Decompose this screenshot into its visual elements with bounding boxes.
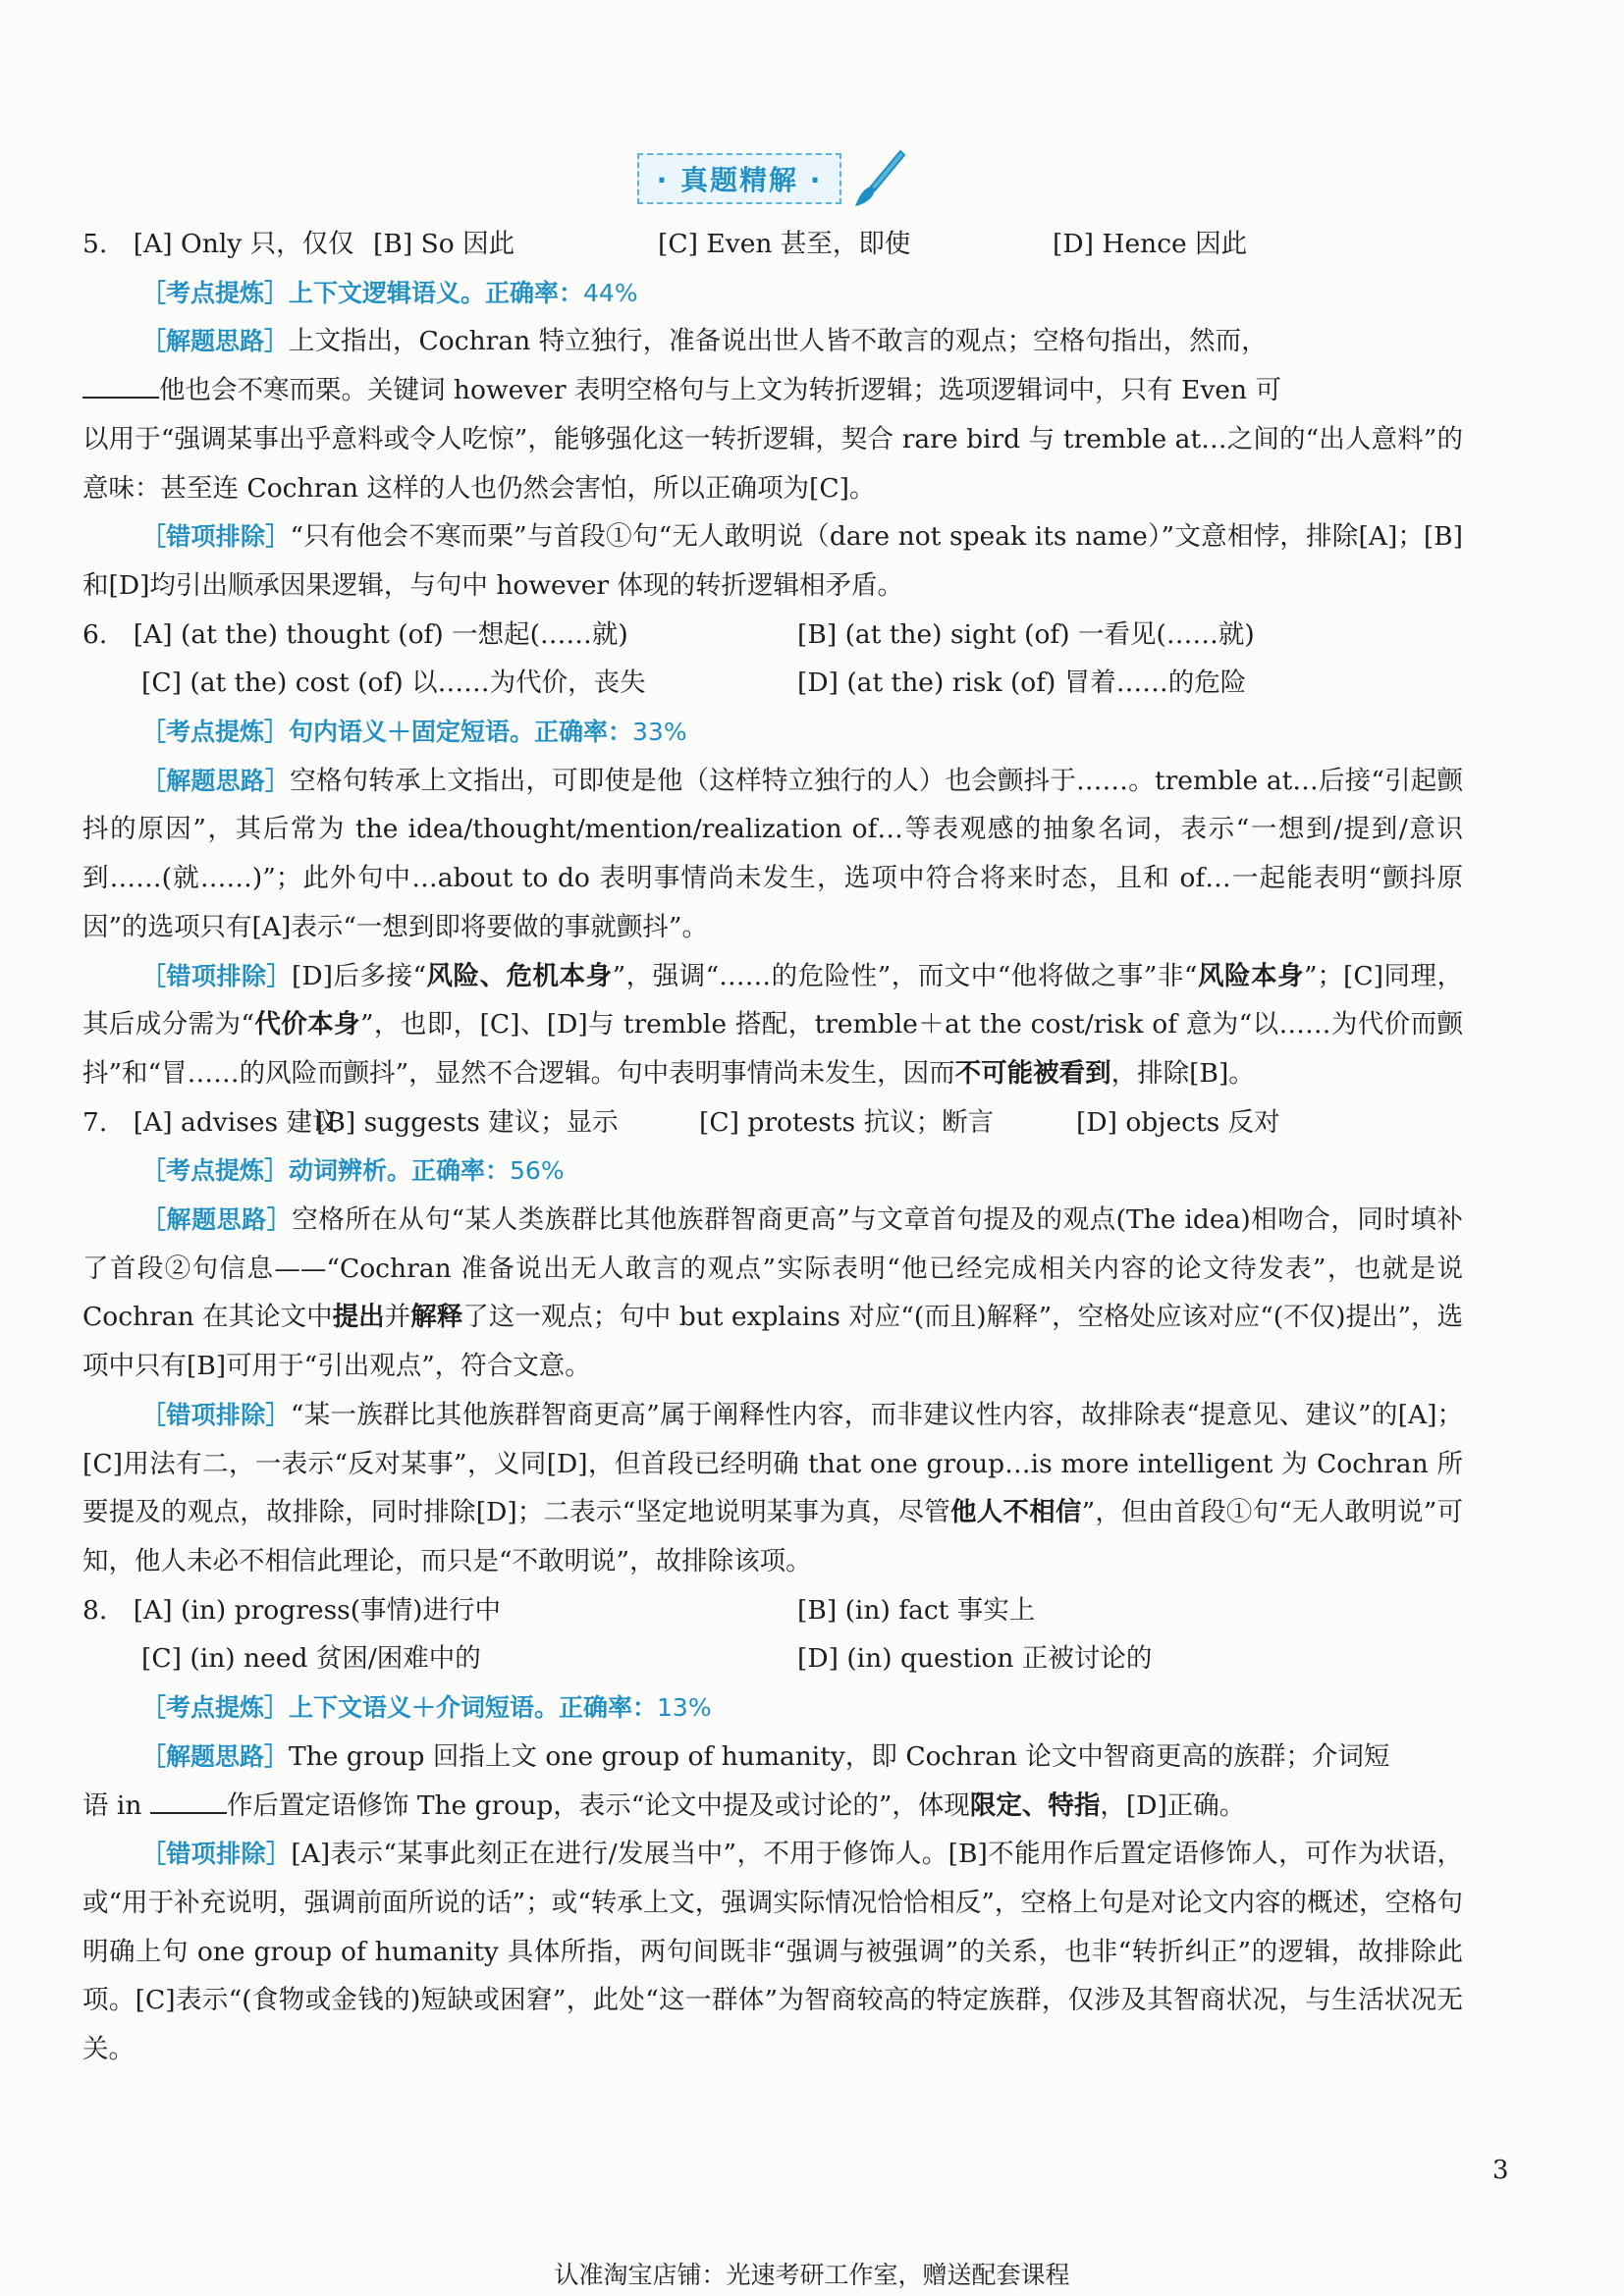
q7-point-label: ［考点提炼］动词辨析。正确率： <box>141 1156 511 1186</box>
answer-content <box>82 220 1463 2074</box>
q5-idea-rest: 以用于“强调某事出乎意料或令人吃惊”，能够强化这一转折逻辑，契合 rare bird 与 tremble at…之间的“出人意料”的意味：甚至连 Cochran 这样的人也仍然会害怕，所以正确项为[C]。 <box>82 423 1463 504</box>
q8-point <box>82 1683 1463 1733</box>
q7-point <box>82 1147 1463 1196</box>
q8-wrong-text: [A]表示“某事此刻正在进行/发展当中”，不用于修饰人。[B]不能用作后置定语修饰人，可作为状语，或“用于补充说明，强调前面所说的话”；或“转承上文，强调实际情况恰恰相反”，空格上句是对论文内容的概述，空格句明确上句 one group of humanity 具体所指，两句间既非“强调与被强调”的关系，也非“转折纠正”的逻辑，故排除此项。[C]表示“(食物或金钱的)短缺或困窘”，此处“这一群体”为智商较高的特定族群，仅涉及其智商状况，与生活状况无关。 <box>82 1839 1463 2065</box>
q7-idea-text-3: 了这一观点；句中 but explains 对应“(而且)解释”，空格处应该对应“(不仅)提出”，选项中只有[B]可用于“引出观点”，符合文意。 <box>82 1302 1464 1382</box>
q8-idea-bold: 限定、特指 <box>969 1789 1101 1821</box>
q8-option-a: 8. [A] (in) progress(事情)进行中 <box>82 1594 501 1626</box>
q8-wrong <box>82 1830 1463 2074</box>
q5-option-d: [D] Hence 因此 <box>1053 229 1248 259</box>
q6-wrong-text-5: ，排除[B]。 <box>1110 1057 1255 1089</box>
q8-option-c: [C] (in) need 贫困/困难中的 <box>141 1643 481 1675</box>
q6-point <box>82 708 1463 757</box>
q5-option-c: [C] Even 甚至，即使 <box>658 229 911 259</box>
q7-idea-label: ［解题思路］ <box>141 1205 293 1235</box>
q7-idea-text-1: 空格所在从句“某人类族群比其他族群智商更高”与文章首句提及的观点(The idea)相吻合，同时填补了首段②句信息——“Cochran 准备说出无人敢言的观点”实际表明“他已经完成相关内容的论文待发表”，也就是说 Cochran 在其论文中 <box>82 1204 1463 1333</box>
q6-wrong-label: ［错项排除］ <box>141 961 293 990</box>
q6-option-b: [B] (at the) sight (of) 一看见(……就) <box>797 618 1255 650</box>
q8-blank <box>150 1789 227 1814</box>
q8-option-b: [B] (in) fact 事实上 <box>797 1594 1036 1626</box>
q6-wrong-text-4: ”，也即，[C]、[D]与 tremble 搭配，tremble＋at the cost/risk of 意为“以……为代价而颤抖”和“冒……的风险而颤抖”，显然不合逻辑。句中表明事情尚未发生，因而 <box>82 1009 1463 1089</box>
q6-option-a: 6. [A] (at the) thought (of) 一想起(……就) <box>82 618 628 650</box>
q5-idea-line1: 上文指出，Cochran 特立独行，准备说出世人皆不敢言的观点；空格句指出，然而， <box>289 326 1268 357</box>
q5-idea-label: ［解题思路］ <box>141 327 290 356</box>
q8-option-d: [D] (in) question 正被讨论的 <box>797 1643 1153 1675</box>
q5-analysis <box>82 317 1463 512</box>
q7-wrong-text-2: ”，但由首段①句“无人敢明说”可知，他人未必不相信此理论，而只是“不敢明说”，故排除该项。 <box>82 1497 1463 1576</box>
q8-idea-label: ［解题思路］ <box>141 1741 290 1771</box>
q6-idea-label: ［解题思路］ <box>141 766 291 795</box>
section-header <box>82 147 1463 210</box>
q6-wrong-text-1: [D]后多接“ <box>292 960 427 991</box>
q8-idea-line2-b: 作后置定语修饰 The group，表示“论文中提及或讨论的”，体现 <box>226 1789 970 1821</box>
q5-wrong-text: “只有他会不寒而栗”与首段①句“无人敢明说（dare not speak its name）”文意相悖，排除[A]；[B]和[D]均引出顺承因果逻辑，与句中 however 体现的转折逻辑相矛盾。 <box>82 521 1463 601</box>
q8-idea-line2-a: 语 in <box>82 1789 150 1821</box>
q7-wrong-text-1: “某一族群比其他族群智商更高”属于阐释性内容，而非建议性内容，故排除表“提意见、建议”的[A]；[C]用法有二，一表示“反对某事”，义同[D]，但首段已经明确 that one group…is more intelligent 为 Cochran 所要提及的观点，故排除，同时排除[D]；二表示“坚定地说明某事为真，尽管 <box>82 1399 1463 1528</box>
q6-idea-text: 空格句转承上文指出，可即使是他（这样特立独行的人）也会颤抖于……。tremble at…后接“引起颤抖的原因”，其后常为 the idea/thought/mention/realization of…等表观感的抽象名词，表示“一想到/提到/意识到……(就……)”；此外句中…about to do 表明事情尚未发生，选项中符合将来时态，且和 of…一起能表明“颤抖原因”的选项只有[A]表示“一想到即将要做的事就颤抖”。 <box>82 765 1463 942</box>
q5-point <box>82 269 1463 318</box>
q7-idea-text-2: 并 <box>384 1302 411 1333</box>
q7-wrong-bold-1: 他人不相信 <box>949 1497 1082 1528</box>
footer-note: 认准淘宝店铺：光速考研工作室，赠送配套课程 <box>554 2261 1070 2289</box>
q6-point-label: ［考点提炼］句内语义＋固定短语。正确率： <box>141 718 633 747</box>
q5-idea-line2: 他也会不寒而栗。关键词 however 表明空格句与上文为转折逻辑；选项逻辑词中，只有 Even 可 <box>159 375 1281 406</box>
q6-wrong-bold-4: 不可能被看到 <box>954 1057 1111 1089</box>
q8-accuracy: 13% <box>657 1693 712 1723</box>
q5-option-b: [B] So 因此 <box>373 229 515 259</box>
q6-wrong <box>82 952 1463 1098</box>
q7-option-b: [B] suggests 建议；显示 <box>316 1106 619 1138</box>
q8-idea-line1: The group 回指上文 one group of humanity，即 Cochran 论文中智商更高的族群；介词短 <box>289 1740 1390 1772</box>
q6-option-d: [D] (at the) risk (of) 冒着……的危险 <box>797 667 1247 699</box>
q6-wrong-bold-1: 风险、危机本身 <box>426 960 613 991</box>
q5-options <box>82 220 1463 269</box>
q6-options-row2 <box>82 659 1463 708</box>
q7-options <box>82 1098 1463 1148</box>
section-title: · 真题精解 · <box>656 164 823 196</box>
q7-wrong-label: ［错项排除］ <box>141 1400 291 1429</box>
q6-wrong-bold-2: 风险本身 <box>1197 960 1304 991</box>
q7-idea-bold-2: 解释 <box>410 1302 463 1333</box>
q5-option-a: 5. [A] Only 只，仅仅 <box>82 229 354 259</box>
q7-accuracy: 56% <box>510 1156 565 1186</box>
q7-option-c: [C] protests 抗议；断言 <box>699 1106 995 1138</box>
q6-option-c: [C] (at the) cost (of) 以……为代价，丧失 <box>141 667 646 699</box>
section-header-box <box>637 153 842 204</box>
page-number: 3 <box>1492 2156 1509 2185</box>
q6-wrong-text-3: ”；[C]同理，其后成分需为“ <box>82 960 1463 1041</box>
q7-analysis <box>82 1196 1463 1391</box>
q8-options-row1 <box>82 1586 1463 1635</box>
q8-analysis <box>82 1733 1463 1830</box>
q7-option-d: [D] objects 反对 <box>1076 1106 1280 1138</box>
q5-wrong-label: ［错项排除］ <box>141 522 291 552</box>
q8-idea-line2-c: ，[D]正确。 <box>1100 1789 1246 1821</box>
q6-wrong-text-2: ”，强调“……的危险性”，而文中“他将做之事”非“ <box>612 960 1198 991</box>
q5-wrong <box>82 512 1463 610</box>
q6-accuracy: 33% <box>632 718 687 747</box>
q5-accuracy: 44% <box>583 278 638 307</box>
q8-point-label: ［考点提炼］上下文语义＋介词短语。正确率： <box>141 1693 658 1723</box>
q6-wrong-bold-3: 代价本身 <box>253 1009 360 1041</box>
brush-icon <box>849 147 908 210</box>
q6-analysis <box>82 757 1463 952</box>
q8-options-row2 <box>82 1634 1463 1683</box>
q7-wrong <box>82 1391 1463 1586</box>
q5-point-label: ［考点提炼］上下文逻辑语义。正确率： <box>141 278 584 307</box>
q7-idea-bold-1: 提出 <box>332 1302 385 1333</box>
q8-wrong-label: ［错项排除］ <box>141 1840 292 1869</box>
q6-options-row1 <box>82 611 1463 660</box>
q5-blank <box>82 373 159 399</box>
q7-option-a: 7. [A] advises 建议 <box>82 1106 339 1138</box>
